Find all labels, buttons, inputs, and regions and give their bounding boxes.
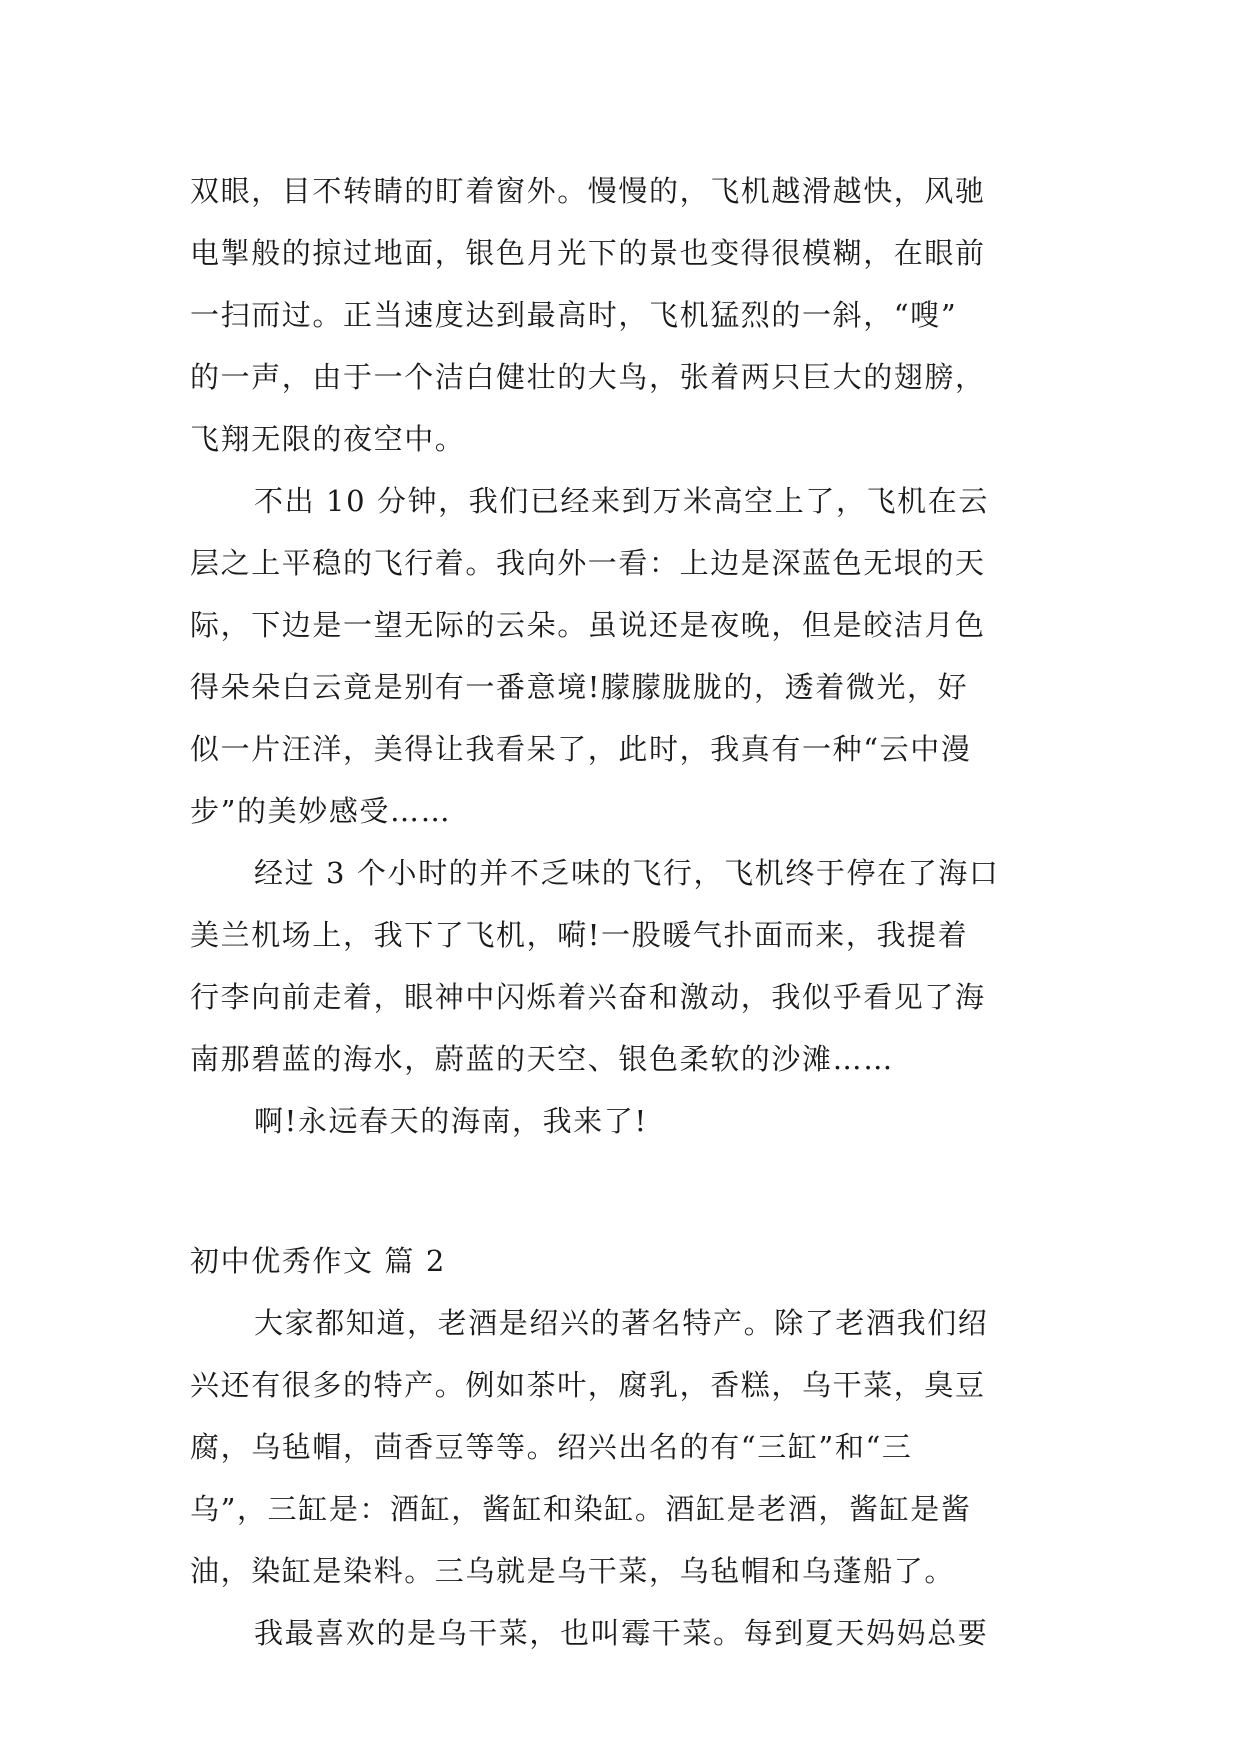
paragraph bbox=[190, 470, 1070, 842]
section-gap bbox=[190, 1152, 1070, 1230]
text-line: 得朵朵白云竟是别有一番意境!朦朦胧胧的，透着微光，好 bbox=[190, 670, 969, 704]
paragraph bbox=[190, 842, 1070, 1090]
text-line: 油，染缸是染料。三乌就是乌干菜，乌毡帽和乌蓬船了。 bbox=[190, 1554, 956, 1588]
text-line: 南那碧蓝的海水，蔚蓝的天空、银色柔软的沙滩…… bbox=[190, 1042, 894, 1076]
text-line: 行李向前走着，眼神中闪烁着兴奋和激动，我似乎看见了海 bbox=[190, 980, 986, 1014]
paragraph bbox=[190, 1090, 1070, 1152]
text-line: 啊!永远春天的海南，我来了! bbox=[254, 1104, 648, 1138]
text-line: 腐，乌毡帽，茴香豆等等。绍兴出名的有“三缸”和“三 bbox=[190, 1430, 913, 1464]
essay-text bbox=[190, 160, 1070, 1664]
text-line: 一扫而过。正当速度达到最高时，飞机猛烈的一斜，“嗖” bbox=[190, 298, 958, 332]
text-line: 似一片汪洋，美得让我看呆了，此时，我真有一种“云中漫 bbox=[190, 732, 972, 766]
text-line: 我最喜欢的是乌干菜，也叫霉干菜。每到夏天妈妈总要 bbox=[254, 1616, 989, 1650]
text-line: 电掣般的掠过地面，银色月光下的景也变得很模糊，在眼前 bbox=[190, 236, 986, 270]
text-line: 不出 10 分钟，我们已经来到万米高空上了，飞机在云 bbox=[254, 484, 989, 518]
paragraph bbox=[190, 1602, 1070, 1664]
section-heading: 初中优秀作文 篇 2 bbox=[190, 1244, 446, 1278]
text-line: 际，下边是一望无际的云朵。虽说还是夜晚，但是皎洁月色 bbox=[190, 608, 986, 642]
text-line: 飞翔无限的夜空中。 bbox=[190, 422, 466, 456]
text-line: 乌”，三缸是：酒缸，酱缸和染缸。酒缸是老酒，酱缸是酱 bbox=[190, 1492, 972, 1526]
paragraph bbox=[190, 1292, 1070, 1602]
text-line: 大家都知道，老酒是绍兴的著名特产。除了老酒我们绍 bbox=[254, 1306, 989, 1340]
text-line: 步”的美妙感受…… bbox=[190, 794, 452, 828]
text-line: 的一声，由于一个洁白健壮的大鸟，张着两只巨大的翅膀， bbox=[190, 360, 986, 394]
text-line: 美兰机场上，我下了飞机，嗬!一股暖气扑面而来，我提着 bbox=[190, 918, 969, 952]
text-line: 经过 3 个小时的并不乏味的飞行，飞机终于停在了海口 bbox=[254, 856, 1000, 890]
text-line: 兴还有很多的特产。例如茶叶，腐乳，香糕，乌干菜，臭豆 bbox=[190, 1368, 986, 1402]
paragraph bbox=[190, 160, 1070, 470]
text-line: 双眼，目不转睛的盯着窗外。慢慢的，飞机越滑越快，风驰 bbox=[190, 174, 986, 208]
text-line: 层之上平稳的飞行着。我向外一看：上边是深蓝色无垠的天 bbox=[190, 546, 986, 580]
